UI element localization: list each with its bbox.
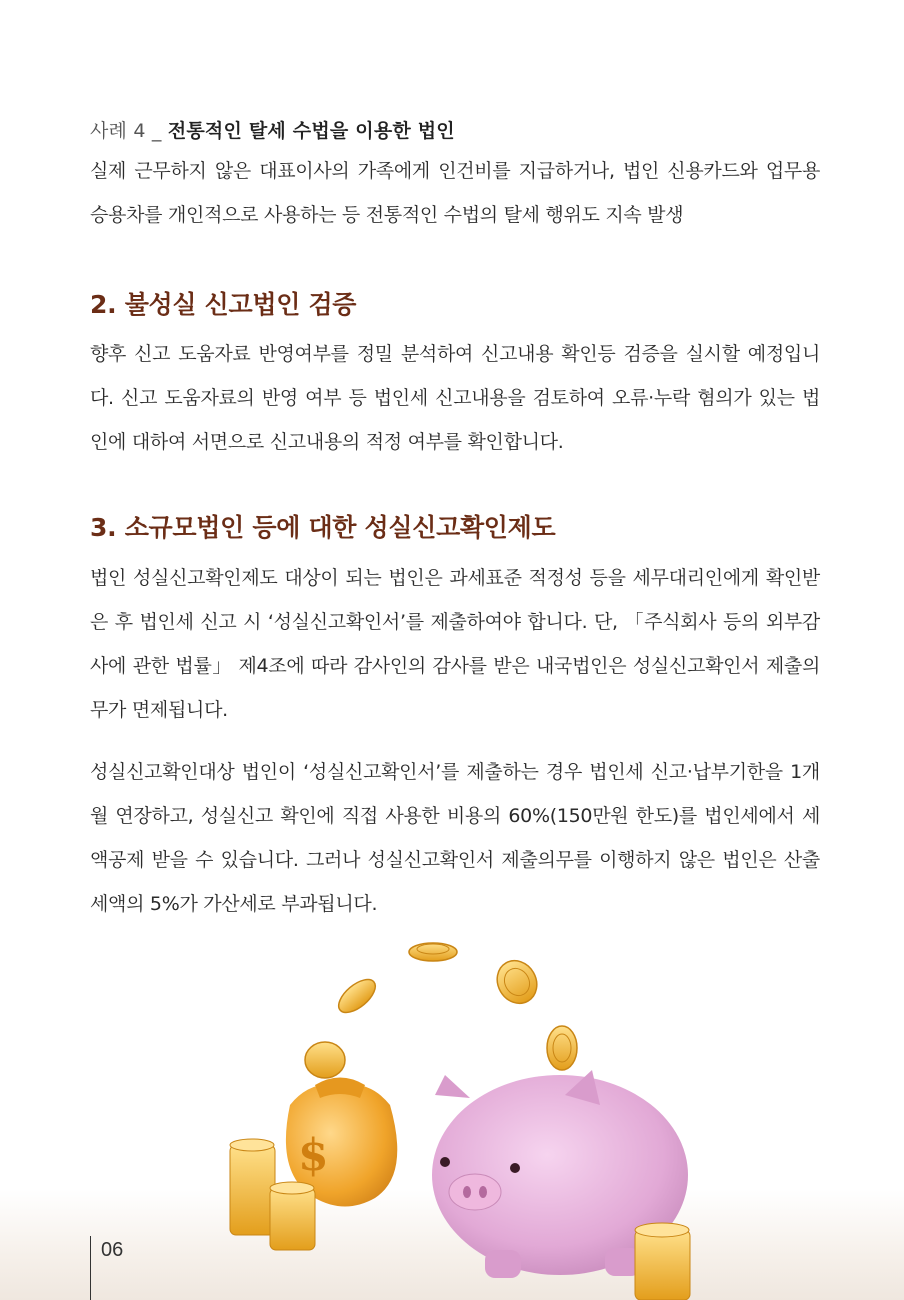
- case-title: 전통적인 탈세 수법을 이용한 법인: [167, 120, 455, 142]
- case-body: 실제 근무하지 않은 대표이사의 가족에게 인건비를 지급하거나, 법인 신용카드와 업무용 승용차를 개인적으로 사용하는 등 전통적인 수법의 탈세 행위도 지속 발생: [90, 160, 820, 226]
- section-3-heading: 3. 소규모법인 등에 대한 성실신고확인제도: [90, 513, 556, 542]
- case-label: [90, 116, 455, 143]
- gold-coin-icon: [333, 973, 381, 1018]
- section-3-body-2: 성실신고확인대상 법인이 ‘성실신고확인서’를 제출하는 경우 법인세 신고·납부기한을 1개월 연장하고, 성실신고 확인에 직접 사용한 비용의 60%(150만원 한도)를 법인세에서 세액공제 받을 수 있습니다. 그러나 성실신고확인서 제출의무를 이행하지 않은 법인은 산출세액의 5%가 가산세로 부과됩니다.: [90, 761, 820, 915]
- gold-coin-icon: [490, 953, 545, 1010]
- page-number: 06: [90, 1236, 123, 1300]
- gold-coin-icon: [547, 1026, 577, 1070]
- section-2-heading: 2. 불성실 신고법인 검증: [90, 290, 357, 319]
- coin-stack-icon: [635, 1223, 690, 1300]
- svg-text:$: $: [298, 1130, 329, 1181]
- section-3-body-1: 법인 성실신고확인제도 대상이 되는 법인은 과세표준 적정성 등을 세무대리인에게 확인받은 후 법인세 신고 시 ‘성실신고확인서’를 제출하여야 합니다. 단, 「주식회사 등의 외부감사에 관한 법률」 제4조에 따라 감사인의 감사를 받은 내국법인은 성실신고확인서 제출의무가 면제됩니다.: [90, 567, 820, 721]
- money-bag-icon: [286, 1042, 397, 1207]
- gold-coin-icon: [409, 943, 457, 961]
- savings-illustration: [220, 930, 700, 1300]
- section-2-body: 향후 신고 도움자료 반영여부를 정밀 분석하여 신고내용 확인등 검증을 실시할 예정입니다. 신고 도움자료의 반영 여부 등 법인세 신고내용을 검토하여 오류·누락 혐의가 있는 법인에 대하여 서면으로 신고내용의 적정 여부를 확인합니다.: [90, 343, 820, 453]
- case-prefix: 사례 4 _: [90, 120, 162, 142]
